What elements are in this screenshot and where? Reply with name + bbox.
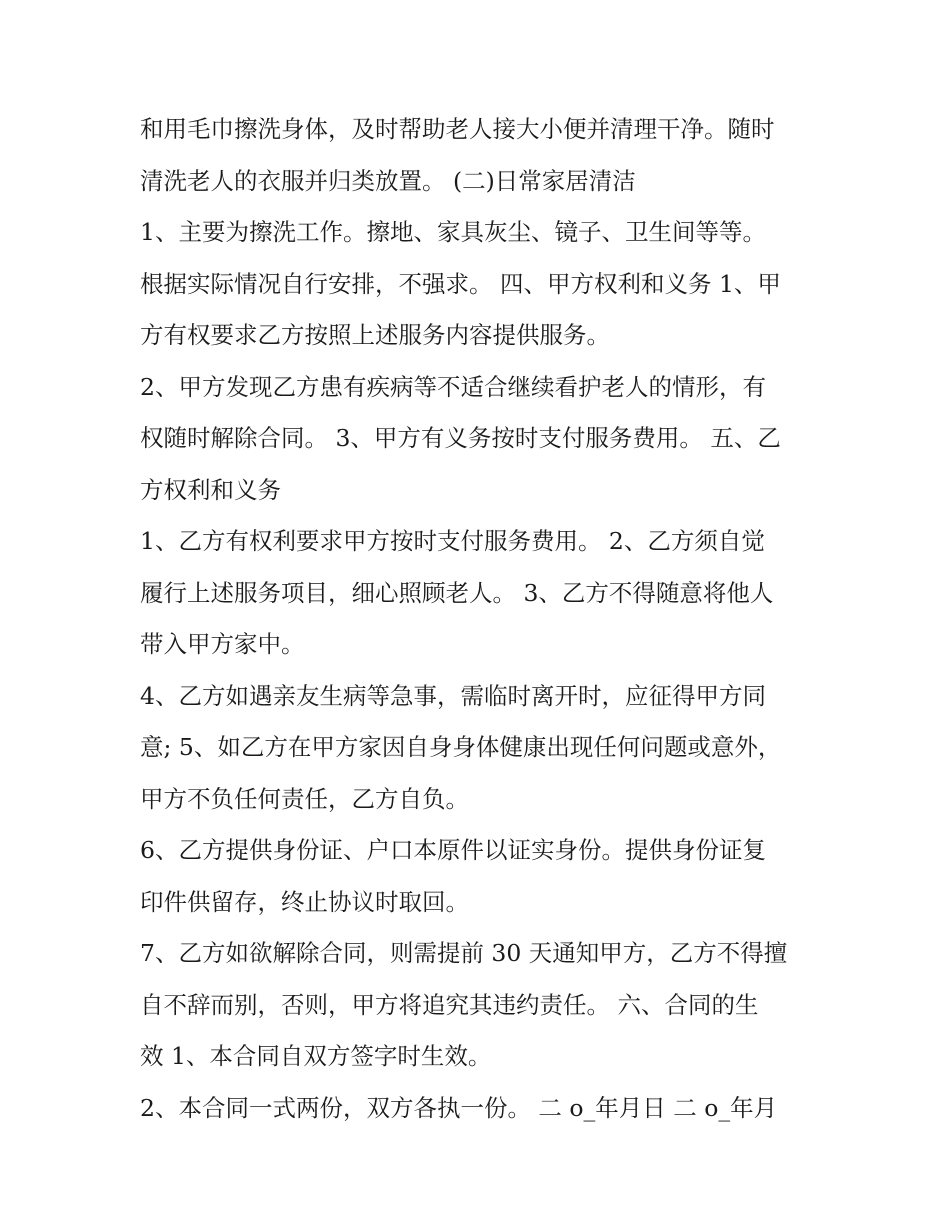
- text-line: 清洗老人的衣服并归类放置。 (二)日常家居清洁: [140, 166, 636, 195]
- paragraph-party-b-rights: [140, 516, 820, 671]
- text-line: 带入甲方家中。: [140, 630, 305, 658]
- text-line: 权随时解除合同。 3、甲方有义务按时支付服务费用。 五、乙: [140, 424, 781, 452]
- text-line: 7、乙方如欲解除合同，则需提前 30 天通知甲方，乙方不得擅: [140, 939, 788, 967]
- text-line: 和用毛巾擦洗身体，及时帮助老人接大小便并清理干净。随时: [140, 115, 775, 143]
- text-line: 印件供留存，终止协议时取回。: [140, 887, 469, 916]
- paragraph-care-continued: [140, 104, 820, 207]
- text-line: 方有权要求乙方按照上述服务内容提供服务。: [140, 321, 610, 349]
- text-line: 6、乙方提供身份证、户口本原件以证实身份。提供身份证复: [140, 836, 766, 864]
- text-line: 根据实际情况自行安排，不强求。 四、甲方权利和义务 1、甲: [140, 269, 781, 298]
- text-line: 甲方不负任何责任，乙方自负。: [140, 784, 469, 813]
- text-line: 1、乙方有权利要求甲方按时支付服务费用。 2、乙方须自觉: [140, 527, 765, 555]
- paragraph-cleaning-duties: [140, 207, 820, 362]
- text-line: 履行上述服务项目，细心照顾老人。 3、乙方不得随意将他人: [140, 578, 774, 607]
- text-line: 1、主要为擦洗工作。擦地、家具灰尘、镜子、卫生间等等。: [140, 218, 766, 246]
- document-body: [140, 104, 820, 1134]
- text-line: 自不辞而别，否则，甲方将追究其违约责任。 六、合同的生: [140, 990, 759, 1019]
- paragraph-leave-and-liability: [140, 671, 820, 826]
- paragraph-copies-and-date: [140, 1083, 820, 1135]
- text-line: 方权利和义务: [140, 475, 281, 504]
- paragraph-identity-documents: [140, 825, 820, 928]
- text-line: 意; 5、如乙方在甲方家因自身身体健康出现任何问题或意外，: [140, 733, 782, 761]
- text-line: 2、甲方发现乙方患有疾病等不适合继续看护老人的情形，有: [140, 372, 766, 401]
- text-line: 4、乙方如遇亲友生病等急事，需临时离开时，应征得甲方同: [140, 681, 766, 710]
- paragraph-party-a-rights: [140, 362, 820, 517]
- paragraph-termination: [140, 928, 820, 1083]
- text-line: 2、本合同一式两份，双方各执一份。 二 o_年月日 二 o_年月: [140, 1093, 778, 1122]
- text-line: 效 1、本合同自双方签字时生效。: [140, 1042, 492, 1070]
